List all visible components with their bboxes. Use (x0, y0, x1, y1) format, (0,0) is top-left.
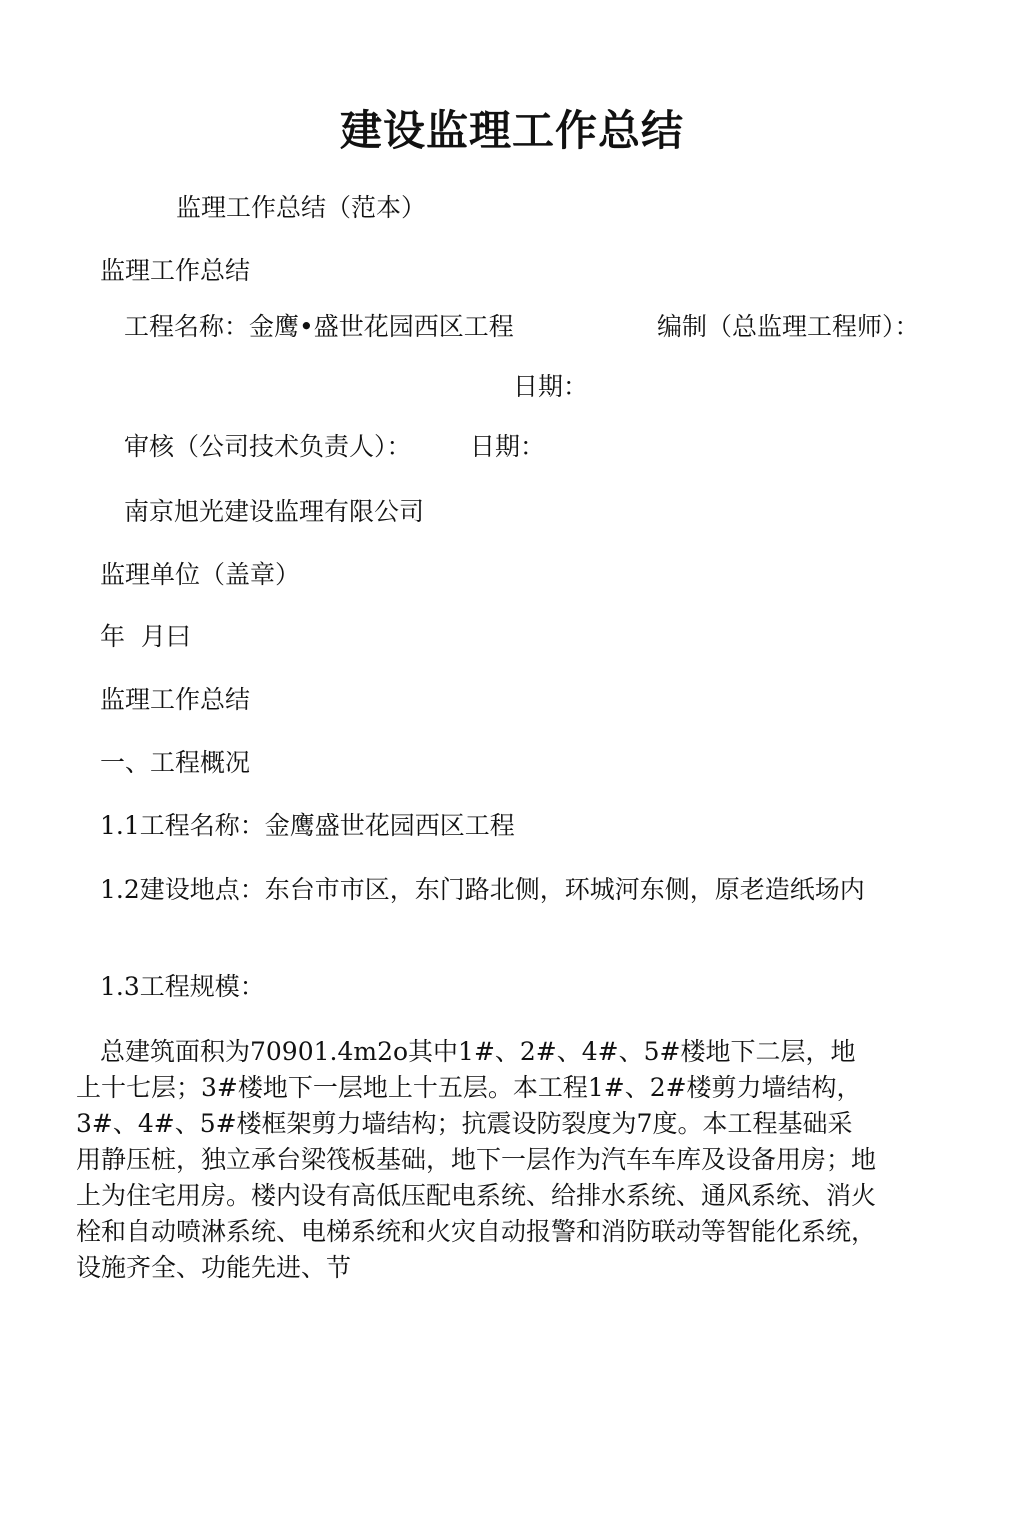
compiler-label: 编制（总监理工程师）： (657, 312, 920, 341)
scale-body-paragraph: 总建筑面积为70901.4m2o其中1#、2#、4#、5#楼地下二层，地上十七层；3#楼地下一层地上十五层。本工程1#、2#楼剪力墙结构，3#、4#、5#楼框架剪力墙结构；抗震设防裂度为7度。本工程基础采用静压桩，独立承台梁筏板基础，地下一层作为汽车车库及设备用房；地上为住宅用房。楼内设有高低压配电系统、给排水系统、通风系统、消火栓和自动喷淋系统、电梯系统和火灾自动报警和消防联动等智能化系统，设施齐全、功能先进、节 (76, 1037, 877, 1282)
review-date-label: 日期： (470, 432, 546, 461)
project-name-line: 工程名称：金鹰•盛世花园西区工程 (124, 312, 514, 341)
section-heading-overview: 一、工程概况 (100, 748, 251, 777)
document-subtitle: 监理工作总结（范本） (176, 193, 427, 222)
item-scale: 1.3工程规模： (100, 972, 265, 1001)
compile-date-label: 日期： (513, 372, 589, 401)
summary-heading-2: 监理工作总结 (100, 685, 251, 714)
reviewer-label: 审核（公司技术负责人）： (124, 432, 412, 461)
document-title: 建设监理工作总结 (339, 106, 684, 155)
date-line: 年 月曰 (100, 622, 191, 651)
item-location: 1.2建设地点：东台市市区，东门路北侧，环城河东侧，原老造纸场内 (100, 875, 865, 904)
company-name: 南京旭光建设监理有限公司 (124, 497, 425, 526)
seal-label: 监理单位（盖章） (100, 560, 301, 589)
summary-heading: 监理工作总结 (100, 256, 251, 285)
item-project-name: 1.1工程名称：金鹰盛世花园西区工程 (100, 811, 515, 840)
